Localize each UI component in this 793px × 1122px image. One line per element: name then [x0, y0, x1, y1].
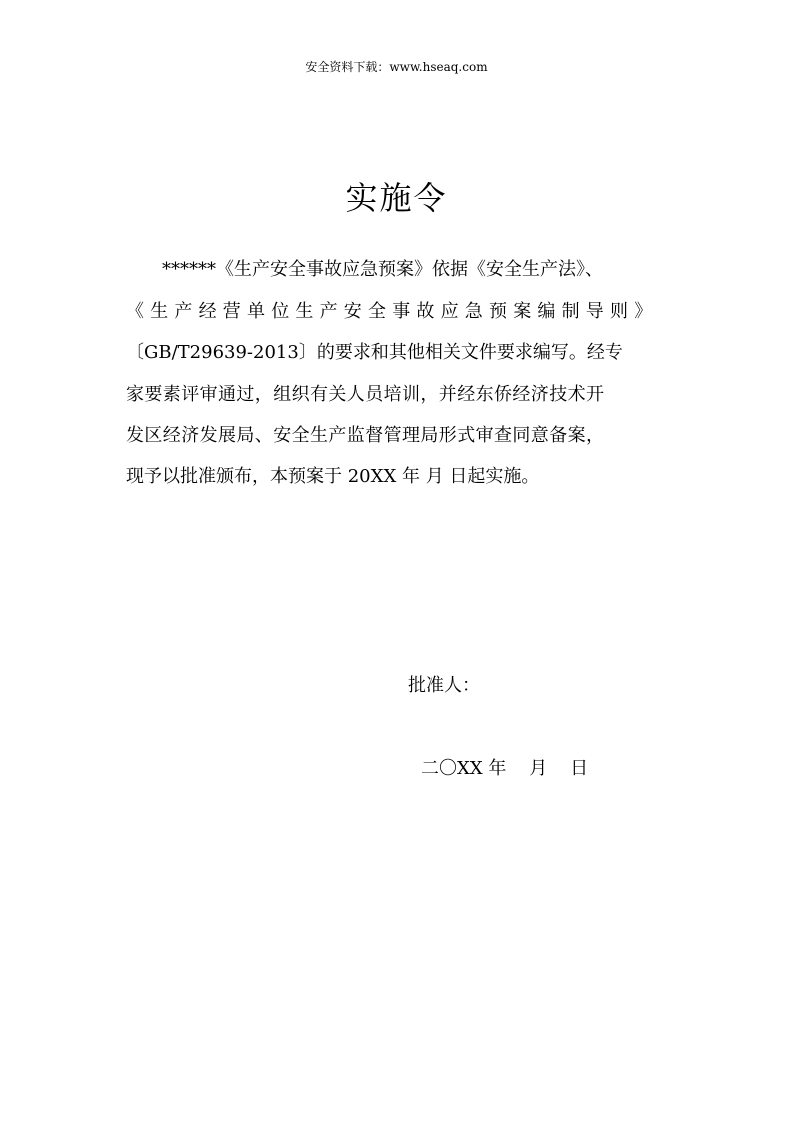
page-header: 安全资料下载：www.hseaq.com: [305, 60, 488, 74]
document-title: 实施令: [345, 179, 448, 217]
paragraph-line: 〔GB/T29639-2013〕的要求和其他相关文件要求编写。经专: [126, 342, 623, 363]
paragraph-line: ******《生产安全事故应急预案》依据《安全生产法》、: [162, 259, 603, 280]
signature-date: 二〇XX 年 月 日: [421, 758, 589, 779]
approver-label: 批准人：: [408, 675, 480, 696]
paragraph-line: 现予以批准颁布，本预案于 20XX 年 月 日起实施。: [126, 466, 540, 487]
paragraph-line: 家要素评审通过，组织有关人员培训，并经东侨经济技术开: [126, 384, 605, 405]
paragraph-line: 《生产经营单位生产安全事故应急预案编制导则》: [126, 301, 659, 322]
paragraph-line: 发区经济发展局、安全生产监督管理局形式审查同意备案，: [126, 425, 605, 446]
